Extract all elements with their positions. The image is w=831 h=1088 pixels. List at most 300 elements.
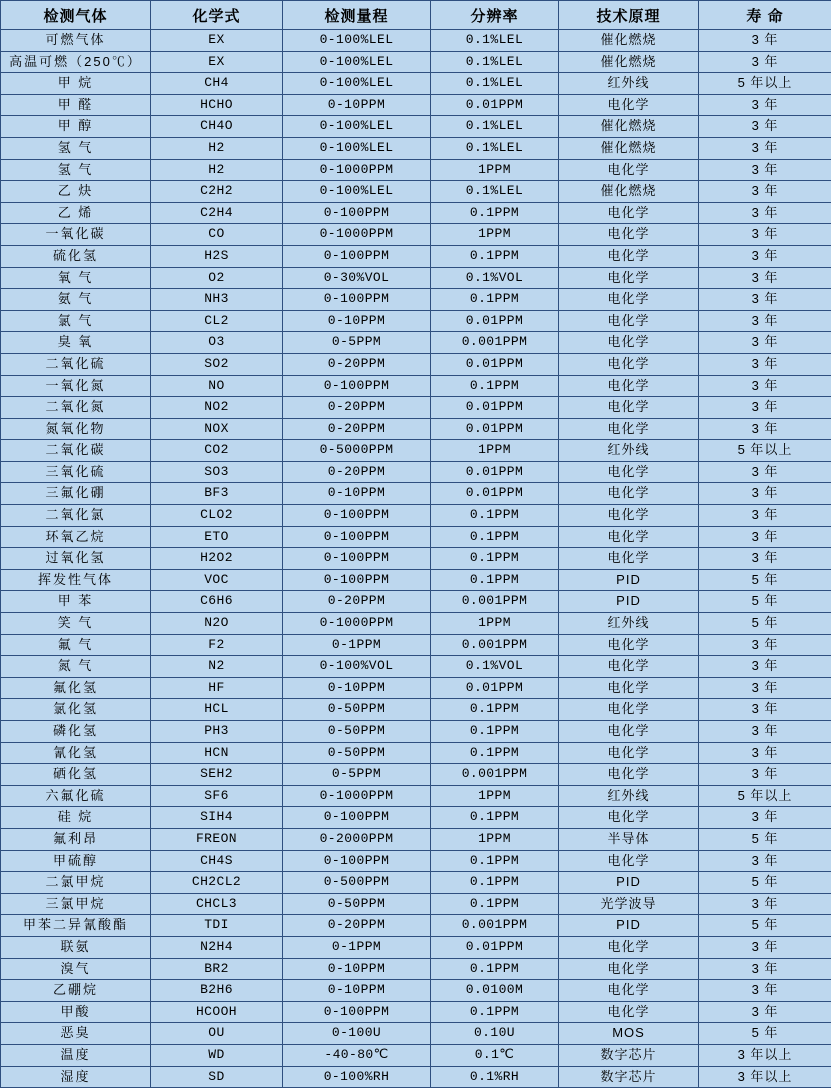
cell-range: 0-500PPM [283, 872, 431, 894]
cell-principle: 红外线 [559, 785, 699, 807]
cell-lifetime: 5 年 [699, 915, 831, 937]
cell-gas: 笑 气 [1, 613, 151, 635]
cell-principle: 电化学 [559, 677, 699, 699]
table-row [1, 591, 831, 613]
cell-lifetime: 3 年 [699, 721, 831, 743]
cell-range: 0-100%LEL [283, 30, 431, 52]
cell-range: 0-100PPM [283, 245, 431, 267]
table-row [1, 30, 831, 52]
cell-range: 0-100PPM [283, 569, 431, 591]
cell-lifetime: 3 年 [699, 94, 831, 116]
cell-formula: CH4S [151, 850, 283, 872]
cell-resolution: 1PPM [431, 828, 559, 850]
cell-formula: H2 [151, 159, 283, 181]
cell-range: 0-100PPM [283, 807, 431, 829]
cell-principle: 电化学 [559, 526, 699, 548]
cell-range: 0-100U [283, 1023, 431, 1045]
cell-principle: MOS [559, 1023, 699, 1045]
cell-lifetime: 3 年 [699, 310, 831, 332]
cell-principle: 电化学 [559, 980, 699, 1002]
cell-principle: 半导体 [559, 828, 699, 850]
cell-lifetime: 3 年 [699, 634, 831, 656]
cell-principle: 电化学 [559, 850, 699, 872]
cell-formula: OU [151, 1023, 283, 1045]
table-row [1, 569, 831, 591]
table-row [1, 202, 831, 224]
cell-formula: H2 [151, 137, 283, 159]
cell-lifetime: 5 年以上 [699, 73, 831, 95]
cell-principle: 电化学 [559, 807, 699, 829]
cell-formula: CLO2 [151, 505, 283, 527]
cell-range: 0-10PPM [283, 958, 431, 980]
cell-range: 0-1000PPM [283, 224, 431, 246]
cell-formula: NOX [151, 418, 283, 440]
cell-formula: SF6 [151, 785, 283, 807]
cell-resolution: 0.1PPM [431, 245, 559, 267]
cell-gas: 氮氧化物 [1, 418, 151, 440]
cell-formula: SD [151, 1066, 283, 1088]
cell-lifetime: 3 年 [699, 548, 831, 570]
cell-gas: 过氧化氢 [1, 548, 151, 570]
cell-lifetime: 3 年 [699, 807, 831, 829]
cell-resolution: 0.1PPM [431, 742, 559, 764]
cell-lifetime: 3 年以上 [699, 1066, 831, 1088]
cell-formula: HF [151, 677, 283, 699]
cell-range: 0-20PPM [283, 915, 431, 937]
cell-principle: 光学波导 [559, 893, 699, 915]
table-row [1, 418, 831, 440]
cell-lifetime: 3 年 [699, 677, 831, 699]
cell-formula: HCHO [151, 94, 283, 116]
cell-resolution: 0.01PPM [431, 461, 559, 483]
cell-principle: 电化学 [559, 634, 699, 656]
cell-resolution: 0.01PPM [431, 936, 559, 958]
cell-range: 0-2000PPM [283, 828, 431, 850]
cell-resolution: 0.1PPM [431, 893, 559, 915]
table-row [1, 310, 831, 332]
cell-resolution: 0.1PPM [431, 721, 559, 743]
cell-formula: EX [151, 30, 283, 52]
table-header-row [1, 1, 831, 30]
cell-gas: 环氧乙烷 [1, 526, 151, 548]
cell-principle: 电化学 [559, 1001, 699, 1023]
cell-principle: 电化学 [559, 202, 699, 224]
cell-resolution: 0.10U [431, 1023, 559, 1045]
cell-lifetime: 3 年 [699, 418, 831, 440]
cell-resolution: 0.1PPM [431, 375, 559, 397]
cell-range: 0-100%RH [283, 1066, 431, 1088]
cell-range: 0-5000PPM [283, 440, 431, 462]
table-row [1, 440, 831, 462]
cell-principle: 电化学 [559, 397, 699, 419]
cell-range: -40-80℃ [283, 1044, 431, 1066]
cell-lifetime: 5 年 [699, 569, 831, 591]
cell-lifetime: 3 年 [699, 893, 831, 915]
cell-resolution: 0.1%LEL [431, 73, 559, 95]
cell-lifetime: 3 年 [699, 980, 831, 1002]
table-row [1, 613, 831, 635]
cell-formula: HCL [151, 699, 283, 721]
cell-range: 0-100%LEL [283, 181, 431, 203]
table-row [1, 699, 831, 721]
cell-resolution: 0.1PPM [431, 1001, 559, 1023]
cell-resolution: 1PPM [431, 224, 559, 246]
cell-formula: CL2 [151, 310, 283, 332]
cell-resolution: 0.1PPM [431, 505, 559, 527]
cell-range: 0-20PPM [283, 397, 431, 419]
cell-principle: 电化学 [559, 461, 699, 483]
cell-formula: CO2 [151, 440, 283, 462]
table-row [1, 677, 831, 699]
cell-formula: ETO [151, 526, 283, 548]
table-row [1, 656, 831, 678]
cell-lifetime: 3 年 [699, 397, 831, 419]
cell-resolution: 0.1%LEL [431, 181, 559, 203]
cell-lifetime: 3 年 [699, 764, 831, 786]
cell-formula: C2H4 [151, 202, 283, 224]
cell-lifetime: 3 年 [699, 375, 831, 397]
cell-resolution: 0.1%LEL [431, 30, 559, 52]
cell-gas: 氯 气 [1, 310, 151, 332]
cell-formula: CO [151, 224, 283, 246]
table-row [1, 73, 831, 95]
cell-gas: 一氧化碳 [1, 224, 151, 246]
column-header-formula: 化学式 [151, 1, 283, 30]
cell-formula: SIH4 [151, 807, 283, 829]
cell-range: 0-1000PPM [283, 613, 431, 635]
cell-gas: 恶臭 [1, 1023, 151, 1045]
cell-principle: 电化学 [559, 742, 699, 764]
cell-resolution: 0.1%LEL [431, 116, 559, 138]
table-row [1, 224, 831, 246]
table-row [1, 483, 831, 505]
cell-resolution: 0.1PPM [431, 569, 559, 591]
cell-principle: 数字芯片 [559, 1066, 699, 1088]
cell-principle: 红外线 [559, 440, 699, 462]
cell-formula: FREON [151, 828, 283, 850]
cell-gas: 甲硫醇 [1, 850, 151, 872]
cell-principle: 电化学 [559, 764, 699, 786]
cell-range: 0-100PPM [283, 850, 431, 872]
cell-range: 0-10PPM [283, 483, 431, 505]
cell-resolution: 0.1PPM [431, 850, 559, 872]
cell-range: 0-20PPM [283, 591, 431, 613]
cell-gas: 氢 气 [1, 137, 151, 159]
cell-range: 0-100PPM [283, 548, 431, 570]
cell-gas: 湿度 [1, 1066, 151, 1088]
cell-formula: BR2 [151, 958, 283, 980]
cell-resolution: 0.1PPM [431, 699, 559, 721]
cell-formula: H2S [151, 245, 283, 267]
cell-lifetime: 5 年 [699, 591, 831, 613]
cell-formula: NO [151, 375, 283, 397]
cell-lifetime: 3 年 [699, 267, 831, 289]
cell-resolution: 0.1PPM [431, 807, 559, 829]
cell-principle: 电化学 [559, 224, 699, 246]
cell-resolution: 0.01PPM [431, 353, 559, 375]
cell-lifetime: 5 年 [699, 872, 831, 894]
cell-gas: 乙 烯 [1, 202, 151, 224]
cell-lifetime: 3 年 [699, 353, 831, 375]
cell-lifetime: 3 年 [699, 202, 831, 224]
cell-gas: 氰化氢 [1, 742, 151, 764]
cell-principle: 红外线 [559, 73, 699, 95]
cell-resolution: 0.0100M [431, 980, 559, 1002]
cell-gas: 高温可燃（250℃） [1, 51, 151, 73]
cell-principle: 电化学 [559, 721, 699, 743]
cell-principle: PID [559, 872, 699, 894]
cell-range: 0-100%LEL [283, 137, 431, 159]
cell-range: 0-100%LEL [283, 51, 431, 73]
cell-gas: 甲 烷 [1, 73, 151, 95]
cell-resolution: 0.1PPM [431, 289, 559, 311]
cell-principle: 催化燃烧 [559, 137, 699, 159]
cell-range: 0-20PPM [283, 353, 431, 375]
table-row [1, 397, 831, 419]
cell-principle: 电化学 [559, 267, 699, 289]
cell-range: 0-20PPM [283, 418, 431, 440]
cell-range: 0-50PPM [283, 699, 431, 721]
cell-range: 0-100PPM [283, 526, 431, 548]
cell-formula: O2 [151, 267, 283, 289]
cell-lifetime: 3 年 [699, 289, 831, 311]
cell-range: 0-10PPM [283, 310, 431, 332]
cell-principle: 电化学 [559, 483, 699, 505]
cell-resolution: 0.001PPM [431, 591, 559, 613]
cell-range: 0-10PPM [283, 980, 431, 1002]
cell-lifetime: 3 年 [699, 159, 831, 181]
cell-lifetime: 3 年 [699, 656, 831, 678]
table-row [1, 958, 831, 980]
cell-resolution: 1PPM [431, 159, 559, 181]
cell-resolution: 0.1%LEL [431, 51, 559, 73]
cell-gas: 挥发性气体 [1, 569, 151, 591]
cell-gas: 二氧化硫 [1, 353, 151, 375]
table-row [1, 289, 831, 311]
cell-formula: BF3 [151, 483, 283, 505]
cell-gas: 硅 烷 [1, 807, 151, 829]
cell-lifetime: 5 年 [699, 613, 831, 635]
table-row [1, 245, 831, 267]
cell-gas: 甲苯二异氰酸酯 [1, 915, 151, 937]
cell-lifetime: 3 年 [699, 51, 831, 73]
cell-formula: N2H4 [151, 936, 283, 958]
cell-principle: PID [559, 591, 699, 613]
table-row [1, 375, 831, 397]
cell-formula: NO2 [151, 397, 283, 419]
cell-gas: 二氧化氯 [1, 505, 151, 527]
cell-gas: 氟利昂 [1, 828, 151, 850]
cell-range: 0-1PPM [283, 936, 431, 958]
cell-principle: 电化学 [559, 936, 699, 958]
cell-lifetime: 5 年 [699, 828, 831, 850]
table-row [1, 267, 831, 289]
table-row [1, 1044, 831, 1066]
cell-range: 0-100PPM [283, 1001, 431, 1023]
cell-lifetime: 3 年 [699, 224, 831, 246]
cell-resolution: 1PPM [431, 613, 559, 635]
cell-gas: 磷化氢 [1, 721, 151, 743]
cell-resolution: 0.001PPM [431, 915, 559, 937]
cell-gas: 甲 苯 [1, 591, 151, 613]
cell-gas: 氯化氢 [1, 699, 151, 721]
cell-lifetime: 3 年 [699, 461, 831, 483]
table-row [1, 915, 831, 937]
cell-range: 0-50PPM [283, 893, 431, 915]
cell-lifetime: 3 年 [699, 137, 831, 159]
cell-lifetime: 3 年 [699, 483, 831, 505]
cell-formula: SEH2 [151, 764, 283, 786]
cell-range: 0-50PPM [283, 721, 431, 743]
cell-resolution: 0.1PPM [431, 548, 559, 570]
cell-range: 0-100PPM [283, 289, 431, 311]
cell-principle: 催化燃烧 [559, 51, 699, 73]
table-row [1, 137, 831, 159]
table-row [1, 721, 831, 743]
cell-range: 0-5PPM [283, 764, 431, 786]
cell-formula: B2H6 [151, 980, 283, 1002]
cell-gas: 氮 气 [1, 656, 151, 678]
cell-principle: 电化学 [559, 505, 699, 527]
cell-range: 0-100%LEL [283, 73, 431, 95]
column-header-lifetime: 寿 命 [699, 1, 831, 30]
cell-lifetime: 3 年 [699, 699, 831, 721]
cell-formula: C2H2 [151, 181, 283, 203]
table-row [1, 1066, 831, 1088]
column-header-gas: 检测气体 [1, 1, 151, 30]
cell-lifetime: 3 年 [699, 742, 831, 764]
table-row [1, 51, 831, 73]
cell-gas: 联氨 [1, 936, 151, 958]
cell-principle: 电化学 [559, 418, 699, 440]
cell-principle: PID [559, 915, 699, 937]
table-row [1, 872, 831, 894]
cell-formula: NH3 [151, 289, 283, 311]
cell-gas: 甲 醛 [1, 94, 151, 116]
cell-formula: EX [151, 51, 283, 73]
cell-principle: 电化学 [559, 310, 699, 332]
cell-principle: 电化学 [559, 332, 699, 354]
table-row [1, 116, 831, 138]
cell-resolution: 0.001PPM [431, 764, 559, 786]
cell-range: 0-10PPM [283, 677, 431, 699]
cell-resolution: 0.01PPM [431, 483, 559, 505]
table-row [1, 634, 831, 656]
cell-lifetime: 5 年 [699, 1023, 831, 1045]
cell-principle: 催化燃烧 [559, 116, 699, 138]
cell-formula: N2 [151, 656, 283, 678]
cell-resolution: 1PPM [431, 785, 559, 807]
column-header-range: 检测量程 [283, 1, 431, 30]
cell-range: 0-100%LEL [283, 116, 431, 138]
cell-range: 0-50PPM [283, 742, 431, 764]
cell-principle: 催化燃烧 [559, 30, 699, 52]
table-row [1, 936, 831, 958]
cell-lifetime: 3 年 [699, 245, 831, 267]
table-row [1, 828, 831, 850]
cell-formula: CH4O [151, 116, 283, 138]
cell-resolution: 0.1℃ [431, 1044, 559, 1066]
cell-lifetime: 3 年 [699, 936, 831, 958]
cell-gas: 臭 氧 [1, 332, 151, 354]
cell-gas: 三氯甲烷 [1, 893, 151, 915]
cell-principle: 电化学 [559, 548, 699, 570]
table-row [1, 505, 831, 527]
cell-lifetime: 3 年 [699, 526, 831, 548]
cell-formula: O3 [151, 332, 283, 354]
cell-principle: 电化学 [559, 375, 699, 397]
cell-formula: SO2 [151, 353, 283, 375]
table-row [1, 353, 831, 375]
cell-gas: 溴气 [1, 958, 151, 980]
cell-formula: CH4 [151, 73, 283, 95]
cell-principle: 电化学 [559, 353, 699, 375]
cell-formula: TDI [151, 915, 283, 937]
cell-resolution: 0.1PPM [431, 872, 559, 894]
cell-principle: 数字芯片 [559, 1044, 699, 1066]
cell-gas: 硫化氢 [1, 245, 151, 267]
table-row [1, 980, 831, 1002]
cell-gas: 氢 气 [1, 159, 151, 181]
table-row [1, 1001, 831, 1023]
cell-resolution: 0.01PPM [431, 94, 559, 116]
cell-formula: PH3 [151, 721, 283, 743]
cell-resolution: 0.1PPM [431, 202, 559, 224]
cell-gas: 可燃气体 [1, 30, 151, 52]
cell-formula: F2 [151, 634, 283, 656]
cell-range: 0-1PPM [283, 634, 431, 656]
cell-principle: 电化学 [559, 289, 699, 311]
cell-lifetime: 3 年 [699, 1001, 831, 1023]
cell-gas: 六氟化硫 [1, 785, 151, 807]
cell-principle: PID [559, 569, 699, 591]
table-row [1, 893, 831, 915]
table-row [1, 1023, 831, 1045]
table-row [1, 94, 831, 116]
table-row [1, 850, 831, 872]
cell-lifetime: 3 年 [699, 332, 831, 354]
cell-lifetime: 5 年以上 [699, 785, 831, 807]
cell-formula: WD [151, 1044, 283, 1066]
table-row [1, 526, 831, 548]
cell-lifetime: 3 年 [699, 116, 831, 138]
cell-lifetime: 3 年以上 [699, 1044, 831, 1066]
cell-resolution: 0.1PPM [431, 526, 559, 548]
cell-formula: CH2CL2 [151, 872, 283, 894]
cell-lifetime: 3 年 [699, 181, 831, 203]
cell-lifetime: 3 年 [699, 958, 831, 980]
cell-formula: HCN [151, 742, 283, 764]
cell-range: 0-20PPM [283, 461, 431, 483]
cell-gas: 甲酸 [1, 1001, 151, 1023]
column-header-resolution: 分辨率 [431, 1, 559, 30]
cell-gas: 乙 炔 [1, 181, 151, 203]
cell-resolution: 1PPM [431, 440, 559, 462]
cell-gas: 二氧化氮 [1, 397, 151, 419]
cell-range: 0-30%VOL [283, 267, 431, 289]
cell-resolution: 0.1%VOL [431, 267, 559, 289]
table-row [1, 807, 831, 829]
cell-range: 0-100%VOL [283, 656, 431, 678]
cell-principle: 电化学 [559, 245, 699, 267]
cell-range: 0-1000PPM [283, 785, 431, 807]
cell-gas: 乙硼烷 [1, 980, 151, 1002]
cell-lifetime: 3 年 [699, 30, 831, 52]
table-row [1, 332, 831, 354]
cell-lifetime: 3 年 [699, 505, 831, 527]
cell-range: 0-10PPM [283, 94, 431, 116]
cell-gas: 二氧化碳 [1, 440, 151, 462]
